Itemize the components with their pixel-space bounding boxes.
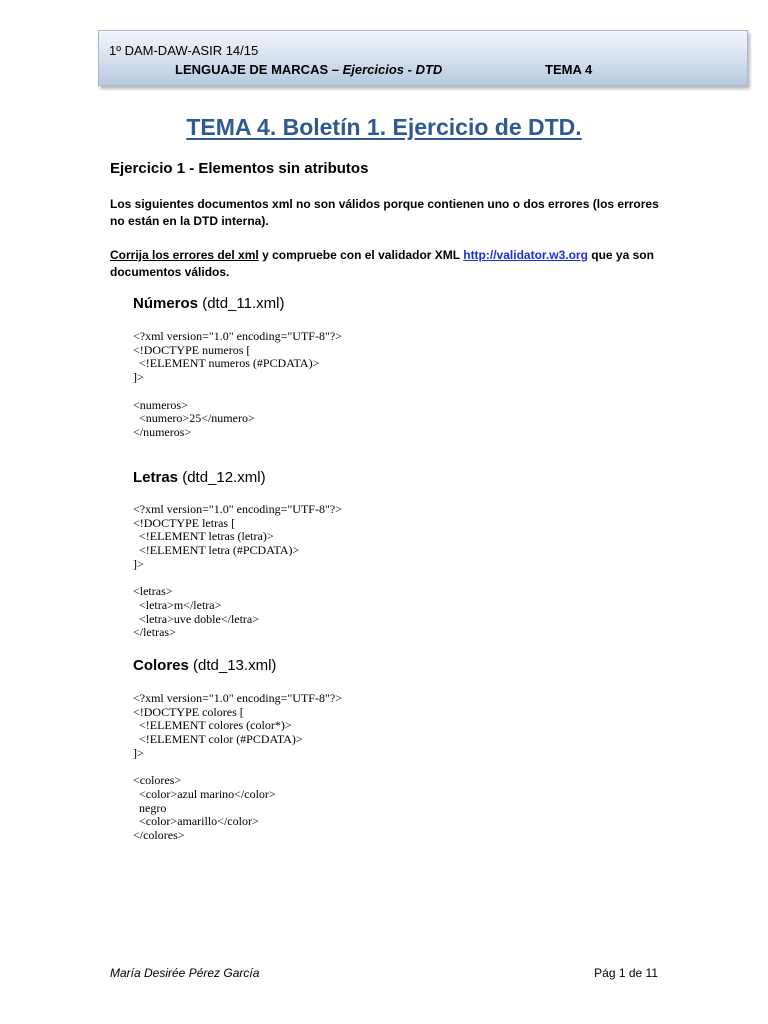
page-title: TEMA 4. Boletín 1. Ejercicio de DTD.	[186, 114, 582, 140]
instruction-paragraph	[110, 247, 670, 281]
exercise-heading-1	[133, 295, 284, 312]
exercise-name: Números	[133, 295, 199, 312]
exercise-name: Letras	[133, 469, 179, 486]
footer-author: María Desirée Pérez García	[110, 966, 260, 980]
subject-label: LENGUAJE DE MARCAS	[175, 62, 329, 77]
header-tema: TEMA 4	[545, 62, 593, 77]
subject-dash: –	[328, 62, 343, 77]
exercise-file: (dtd_12.xml)	[178, 469, 266, 486]
exercise-name: Colores	[133, 657, 189, 674]
validator-link[interactable]: http://validator.w3.org	[463, 248, 588, 262]
page-header	[98, 30, 748, 86]
exercise-heading-3	[133, 657, 276, 674]
instruction-underlined: Corrija los errores del xml	[110, 248, 259, 262]
code-block-3: <?xml version="1.0" encoding="UTF-8"?> <!DOCTYPE colores [ <!ELEMENT colores (color*)> <!ELEMENT color (#PCDATA)> ]> <colores> <color>azul marino</color> negro <color>amarillo</color> </colores>	[133, 691, 342, 843]
code-block-1: <?xml version="1.0" encoding="UTF-8"?> <!DOCTYPE numeros [ <!ELEMENT numeros (#PCDATA)> ]> <numeros> <numero>25</numero> </numeros>	[133, 329, 342, 439]
instruction-middle: y compruebe con el validador XML	[258, 248, 464, 262]
intro-paragraph: Los siguientes documentos xml no son válidos porque contienen uno o dos errores (los errores no están en la DTD interna).	[110, 197, 659, 228]
footer-page-number: Pág 1 de 11	[594, 966, 658, 980]
exercise-heading-2	[133, 469, 266, 486]
exercise-file: (dtd_11.xml)	[198, 295, 285, 312]
subject-subtitle: Ejercicios - DTD	[342, 62, 443, 77]
course-line: 1º DAM-DAW-ASIR 14/15	[109, 43, 259, 58]
instruction-end: que ya son documentos válidos.	[110, 248, 654, 279]
subject-line	[175, 62, 442, 77]
section-title: Ejercicio 1 - Elementos sin atributos	[110, 160, 369, 177]
code-block-2: <?xml version="1.0" encoding="UTF-8"?> <!DOCTYPE letras [ <!ELEMENT letras (letra)> <!ELEMENT letra (#PCDATA)> ]> <letras> <letra>m</letra> <letra>uve doble</letra> </letras>	[133, 502, 342, 640]
exercise-file: (dtd_13.xml)	[188, 657, 277, 674]
